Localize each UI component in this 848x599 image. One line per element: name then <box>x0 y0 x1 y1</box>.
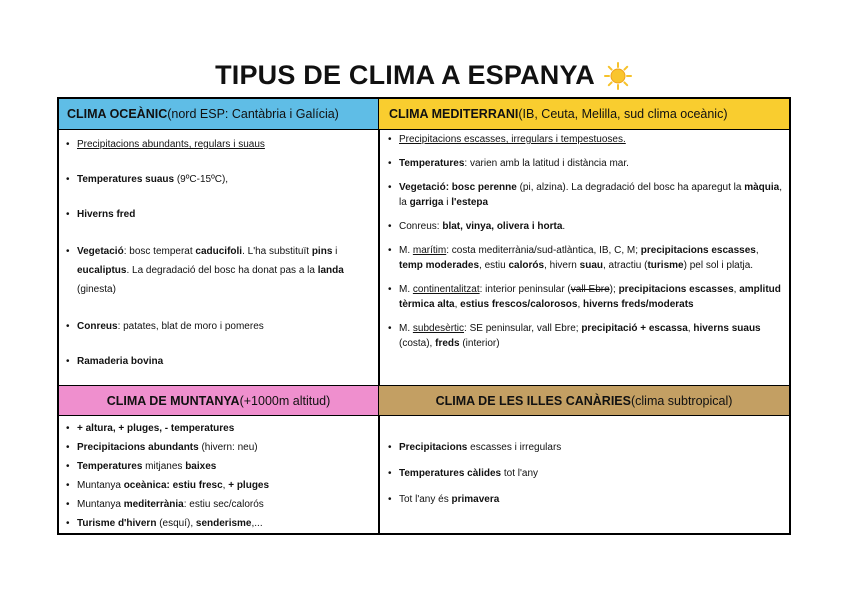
item-bold: Temperatures suaus <box>77 174 175 185</box>
column-divider <box>378 99 380 533</box>
item-bold: eucaliptus <box>77 265 127 276</box>
item-text: (9ºC-15ºC), <box>174 174 229 185</box>
item-bold: senderisme <box>195 518 252 529</box>
list-item <box>385 440 785 455</box>
list-item <box>385 132 785 147</box>
item-bold: amplitud tèrmica alta <box>399 284 781 310</box>
item-text: , <box>577 299 583 310</box>
muntanya-heading-rest: (+1000m altitud) <box>239 393 331 408</box>
mediterrani-list <box>385 132 785 351</box>
list-item <box>63 440 369 455</box>
item-bold: landa <box>317 265 344 276</box>
item-text: , <box>733 284 740 295</box>
item-text: , la <box>399 182 782 208</box>
item-bold: caducifoli <box>195 246 243 257</box>
list-item <box>385 321 785 351</box>
item-text: mitjanes <box>142 461 186 472</box>
oceanic-heading-bold: CLIMA OCEÀNIC <box>67 107 168 121</box>
item-bold: hiverns freds/moderats <box>583 299 694 310</box>
item-text: M. <box>399 245 413 256</box>
item-bold: blat, vinya, olivera i horta <box>442 221 563 232</box>
item-text: : interior peninsular ( <box>479 284 571 295</box>
list-item <box>385 180 785 210</box>
item-bold: calorós <box>508 260 545 271</box>
item-bold: Vegetació: bosc perenne <box>399 182 517 193</box>
item-text: M. <box>399 323 413 334</box>
item-text: Precipitacions escasses, irregulars i tempestuoses. <box>399 134 626 145</box>
item-text: . <box>562 221 566 232</box>
muntanya-list <box>63 421 369 531</box>
item-bold: màquia <box>744 182 780 193</box>
item-text: (ginesta) <box>77 284 116 295</box>
item-bold: Conreus <box>77 321 118 332</box>
item-underlined: subdesèrtic <box>412 323 465 334</box>
list-item <box>63 497 369 512</box>
item-bold: freds <box>435 338 460 349</box>
item-text: . La degradació del bosc ha donat pas a la <box>126 265 318 276</box>
muntanya-heading-bold: CLIMA DE MUNTANYA <box>106 393 240 408</box>
item-bold: suau <box>579 260 603 271</box>
list-item <box>63 478 369 493</box>
item-bold: Temperatures càlides <box>399 468 502 479</box>
mediterrani-heading-bold: CLIMA MEDITERRANI <box>389 107 519 121</box>
item-text: : SE peninsular, vall Ebre; <box>464 323 582 334</box>
item-text: : costa mediterrània/sud-atlàntica, IB, C, M; <box>446 245 641 256</box>
item-text: ) pel sol i platja. <box>683 260 754 271</box>
item-text: ); <box>609 284 619 295</box>
item-text: Muntanya <box>77 480 124 491</box>
list-item <box>63 172 369 187</box>
item-bold: Ramaderia bovina <box>77 356 164 367</box>
item-bold: Precipitacions abundants <box>77 442 199 453</box>
item-bold: temp moderades <box>399 260 480 271</box>
item-text: . L'ha substituït <box>242 246 312 257</box>
item-text: ,... <box>251 518 263 529</box>
item-underlined: continentalitzat <box>412 284 480 295</box>
item-text: i <box>332 246 338 257</box>
item-bold: precipitacions escasses <box>618 284 734 295</box>
sun-icon <box>603 61 633 91</box>
item-bold: baixes <box>185 461 217 472</box>
list-item <box>63 207 369 222</box>
list-item <box>385 243 785 273</box>
item-bold: Temperatures <box>399 158 465 169</box>
list-item <box>63 421 369 436</box>
list-item <box>63 319 369 334</box>
item-bold: oceànica: estiu fresc <box>123 480 223 491</box>
item-text: escasses i irregulars <box>467 442 562 453</box>
oceanic-heading-rest: (nord ESP: Cantàbria i Galícia) <box>167 107 339 121</box>
list-item <box>385 492 785 507</box>
item-bold: Precipitacions <box>399 442 468 453</box>
canaries-list <box>385 440 785 507</box>
page-title <box>0 60 848 91</box>
item-underlined: marítim <box>412 245 447 256</box>
item-text: : bosc temperat <box>123 246 196 257</box>
item-text: tot l'any <box>501 468 539 479</box>
item-bold: Temperatures <box>77 461 143 472</box>
canaries-heading-rest: (clima subtropical) <box>630 393 733 408</box>
item-text: , hivern <box>544 260 580 271</box>
item-bold: l'estepa <box>451 197 489 208</box>
muntanya-header <box>59 385 378 416</box>
list-item <box>385 282 785 312</box>
item-text: i <box>443 197 452 208</box>
oceanic-list <box>63 137 369 369</box>
mediterrani-header <box>379 99 789 130</box>
item-bold: precipitacions escasses <box>640 245 756 256</box>
list-item <box>63 459 369 474</box>
item-text: Muntanya <box>77 499 124 510</box>
climate-table <box>57 97 791 535</box>
item-text: (pi, alzina). La degradació del bosc ha aparegut la <box>516 182 745 193</box>
item-text: (costa), <box>399 338 436 349</box>
canaries-heading-bold: CLIMA DE LES ILLES CANÀRIES <box>435 393 631 408</box>
item-bold: Vegetació <box>77 246 124 257</box>
list-item <box>63 516 369 531</box>
item-bold: mediterrània <box>123 499 184 510</box>
item-text: , <box>755 245 759 256</box>
item-text: M. <box>399 284 413 295</box>
list-item <box>385 156 785 171</box>
item-text: Conreus: <box>399 221 443 232</box>
item-bold: primavera <box>451 494 500 505</box>
mediterrani-heading-rest: (IB, Ceuta, Melilla, sud clima oceànic) <box>518 107 728 121</box>
list-item <box>385 466 785 481</box>
canaries-header <box>379 385 789 416</box>
list-item <box>63 137 369 152</box>
item-text: (hivern: neu) <box>198 442 258 453</box>
item-bold: Turisme d'hivern <box>77 518 157 529</box>
item-text: , <box>687 323 694 334</box>
item-text: , estiu <box>479 260 509 271</box>
item-bold: precipitació + escassa <box>581 323 688 334</box>
item-text: (interior) <box>459 338 500 349</box>
oceanic-header <box>59 99 378 130</box>
item-text: , <box>222 480 229 491</box>
item-bold: + pluges <box>228 480 270 491</box>
item-text: , atractiu ( <box>603 260 648 271</box>
title-text: TIPUS DE CLIMA A ESPANYA <box>215 60 595 90</box>
item-text: Tot l'any és <box>399 494 452 505</box>
item-text: (esquí), <box>156 518 196 529</box>
item-strikethrough: vall Ebre <box>570 284 610 295</box>
item-bold: + altura, + pluges, - temperatures <box>77 423 235 434</box>
item-text: : estiu sec/calorós <box>183 499 264 510</box>
item-bold: Hiverns fred <box>77 209 136 220</box>
list-item <box>385 219 785 234</box>
item-text: , <box>454 299 461 310</box>
item-bold: estius frescos/calorosos <box>460 299 578 310</box>
item-bold: turisme <box>647 260 684 271</box>
item-text: Precipitacions abundants, regulars i suaus <box>77 139 265 150</box>
item-bold: pins <box>311 246 333 257</box>
list-item <box>63 354 369 369</box>
item-text: : patates, blat de moro i pomeres <box>117 321 264 332</box>
item-bold: hiverns suaus <box>693 323 761 334</box>
item-text: : varien amb la latitud i distància mar. <box>464 158 629 169</box>
list-item <box>63 242 369 299</box>
item-bold: garriga <box>409 197 444 208</box>
